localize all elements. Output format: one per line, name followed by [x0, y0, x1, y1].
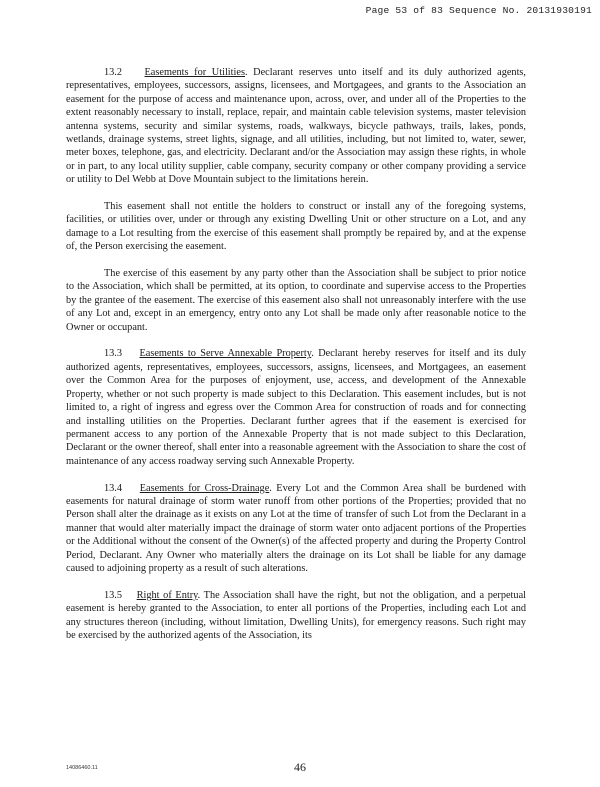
- section-title: Easements for Cross-Drainage: [139, 482, 270, 494]
- section-13-2-paragraph-2: This easement shall not entitle the holders to construct or install any of the foregoing systems, facilities, or utilities over, under or through any existing Dwelling Unit or other structure on a Lot, and any damage to a Lot resulting from the exercise of this easement shall promptly be repaired by, and at the expense of, the Person exercising the easement.: [66, 201, 526, 253]
- section-text: . The Association shall have the right, but not the obligation, and a perpetual easement is hereby granted to the Association, to enter all portions of the Properties, including each Lot and any structures thereon (including, without limitation, Dwelling Units), for emergency reasons. Such right may be exercised by the authorized agents of the Association, its: [66, 589, 526, 641]
- section-13-4-paragraph-1: [66, 482, 526, 576]
- section-number: 13.2: [104, 67, 123, 78]
- section-title: Easements to Serve Annexable Property: [139, 348, 312, 360]
- section-13-5-paragraph-1: [66, 589, 526, 643]
- section-13-2-paragraph-3: The exercise of this easement by any party other than the Association shall be subject to prior notice to the Association, which shall be permitted, at its option, to coordinate and supervise access to the Properties by the grantee of the easement. The exercise of this easement also shall not unreasonably interfere with the use of any Lot and, except in an emergency, entry onto any Lot shall be made only after reasonable notice to the Owner or occupant.: [66, 268, 526, 333]
- page-header: Page 53 of 83 Sequence No. 20131930191: [365, 5, 592, 16]
- section-number: 13.5: [104, 589, 123, 601]
- section-number: 13.3: [104, 348, 123, 360]
- page-number: 46: [294, 760, 306, 774]
- section-number: 13.4: [104, 482, 123, 494]
- section-text: . Every Lot and the Common Area shall be burdened with easements for natural drainage of storm water runoff from other portions of the Properties; provided that no Person shall alter the drainage as it exists on any Lot at the time of transfer of such Lot from the Declarant in a manner that would alter materially impact the drainage of storm water onto adjacent portions of the Properties or the Additional without the consent of the Owner(s) of the affected property and during the Property Control Period, Declarant. Any Owner who materially alters the drainage on its Lot shall be liable for any damage caused to adjoining property as a result of such alterations.: [66, 482, 527, 574]
- section-text: . Declarant reserves unto itself and its duly authorized agents, representatives, employees, successors, assigns, licensees, and Mortgagees, and grants to the Association an easement for the purpose of access and maintenance upon, across, over, and under all of the Properties to the extent reasonably necessary to install, replace, repair, and maintain cable television systems, master television antenna systems, security and similar systems, roads, walkways, bicycle pathways, trails, lakes, ponds, wetlands, drainage systems, street lights, signage, and all utilities, including, but not limited to, water, sewer, meter boxes, telephone, gas, and electricity. Declarant and/or the Association may assign these rights, in whole or in part, to any local utility supplier, cable company, security company or other company providing a service or utility to Del Webb at Dove Mountain subject to the limitations herein.: [66, 67, 527, 186]
- document-id: 14086460.11: [66, 765, 98, 771]
- document-body: [66, 66, 526, 656]
- section-text: . Declarant hereby reserves for itself and its duly authorized agents, representatives, employees, successors, assigns, licensees, and Mortgagees, an easement over the Common Area for the purposes of enjoyment, use, access, and development of the Annexable Property, whether or not such property is made subject to this Declaration. This easement includes, but is not limited to, a right of ingress and egress over the Common Area for construction of roads and for connecting and installing utilities on the Properties. Declarant further agrees that if the easement is exercised for permanent access to any portion of the Annexable Property that is not made subject to this Declaration, Declarant or the owner thereof, shall enter into a reasonable agreement with the Association to share the cost of maintenance of any access roadway serving such Annexable Property.: [66, 348, 526, 467]
- section-13-3-paragraph-1: [66, 347, 526, 468]
- section-title: Easements for Utilities: [144, 67, 245, 78]
- section-title: Right of Entry: [136, 589, 198, 601]
- section-13-2-paragraph-1: [66, 66, 526, 187]
